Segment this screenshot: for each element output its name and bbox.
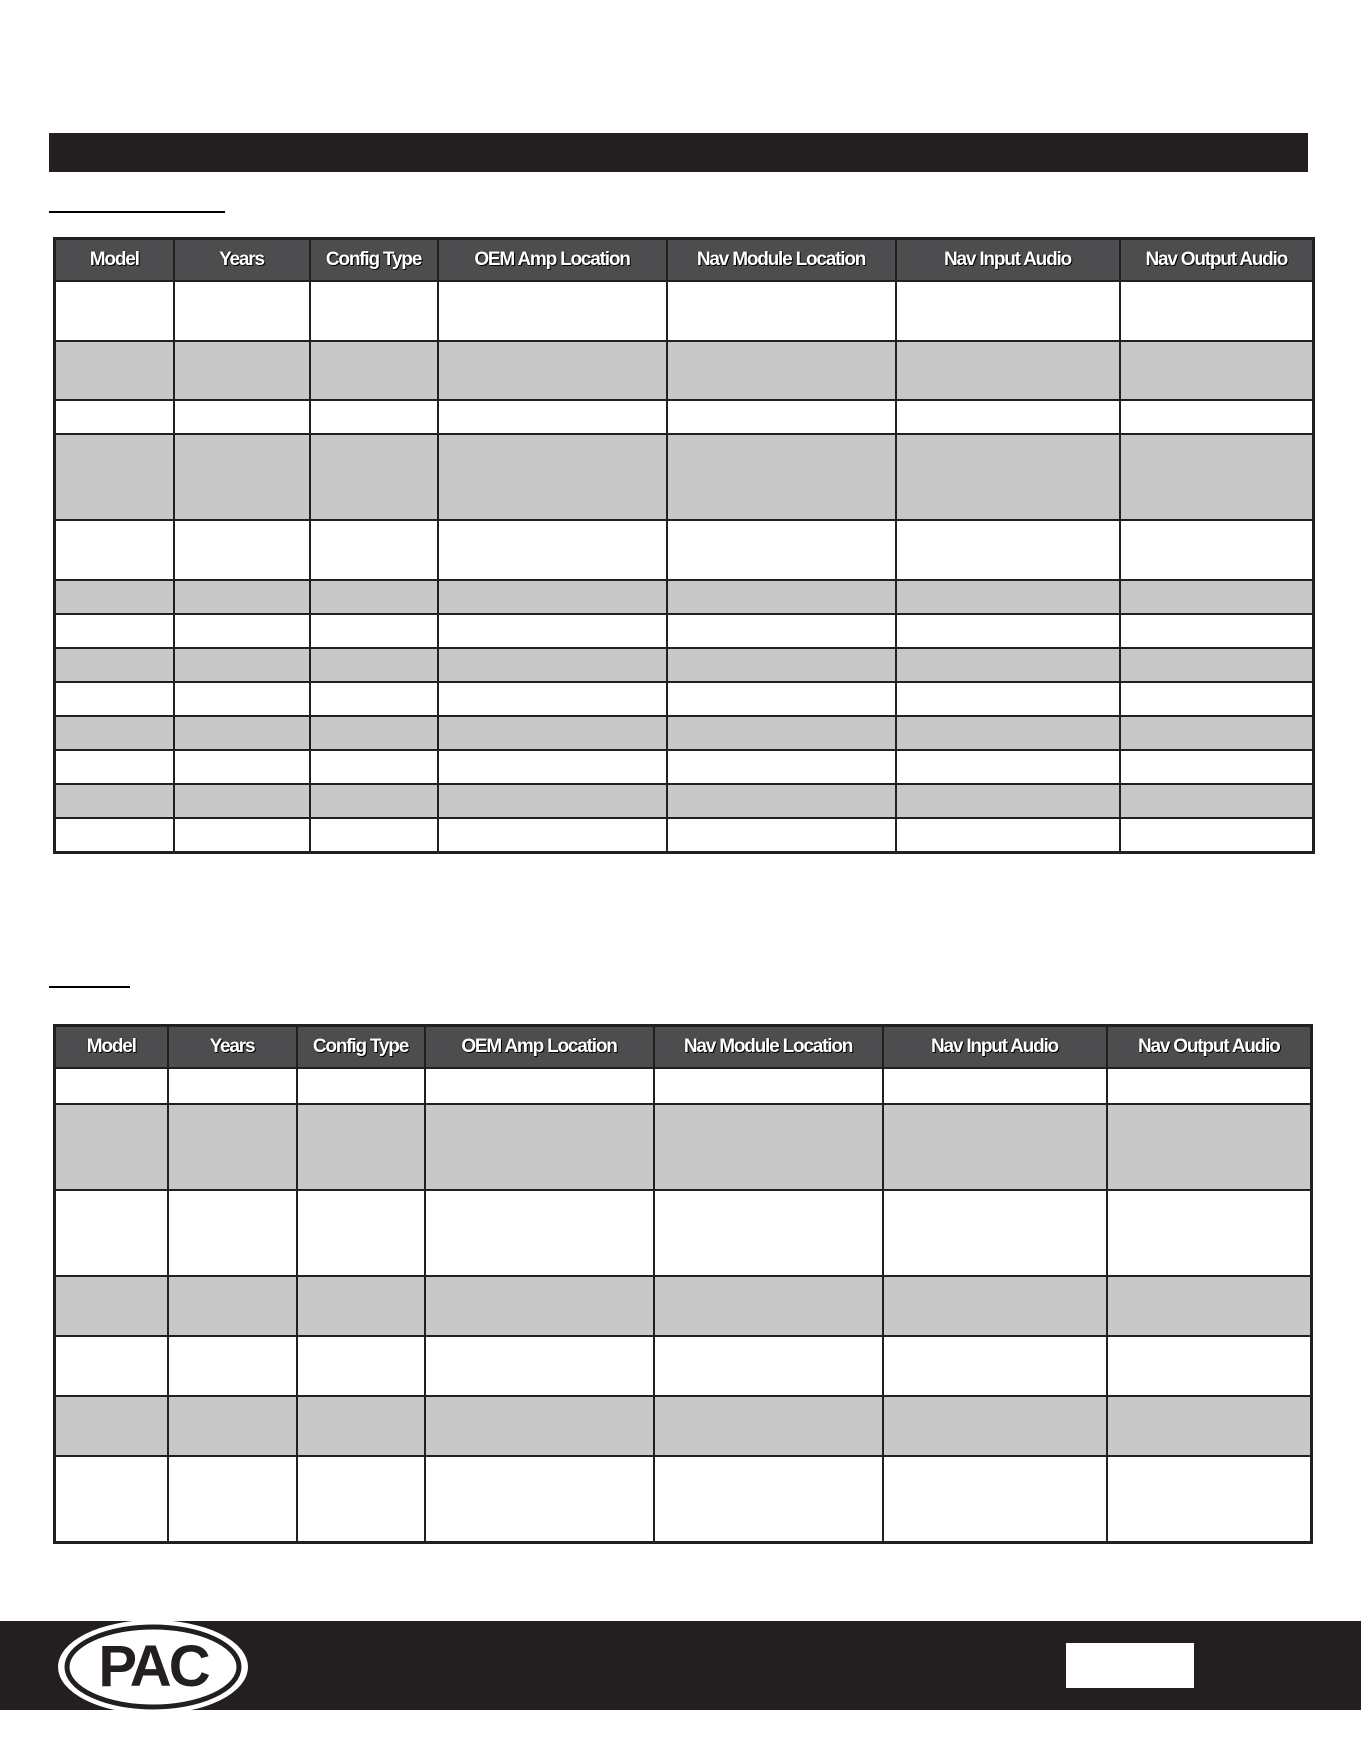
table-cell — [654, 1336, 883, 1396]
table-cell — [297, 1190, 425, 1276]
table-cell — [174, 520, 310, 580]
header-nav-input-audio: Nav Input Audio — [896, 239, 1120, 282]
table-cell — [1107, 1456, 1312, 1542]
section-1-underline — [49, 211, 225, 213]
table-row — [55, 400, 1314, 434]
table-cell — [55, 580, 174, 614]
page-number-box — [1066, 1643, 1194, 1688]
table-cell — [1120, 716, 1314, 750]
table-cell — [438, 580, 667, 614]
table-cell — [1120, 784, 1314, 818]
table-cell — [55, 716, 174, 750]
table-cell — [883, 1190, 1107, 1276]
table-cell — [896, 818, 1120, 852]
logo-text: PAC — [98, 1634, 208, 1699]
table-row — [55, 1068, 1312, 1104]
table-cell — [310, 434, 438, 520]
table-cell — [168, 1068, 297, 1104]
table-cell — [896, 614, 1120, 648]
table-row — [55, 784, 1314, 818]
table-cell — [667, 750, 896, 784]
table-cell — [425, 1456, 654, 1542]
table-cell — [55, 1456, 168, 1542]
table-cell — [883, 1068, 1107, 1104]
table-cell — [55, 648, 174, 682]
table-cell — [896, 580, 1120, 614]
table-cell — [438, 750, 667, 784]
table-cell — [174, 400, 310, 434]
table-cell — [1120, 281, 1314, 341]
table-cell — [438, 682, 667, 716]
table-cell — [55, 400, 174, 434]
table-row — [55, 1456, 1312, 1542]
header-model: Model — [55, 239, 174, 282]
table-cell — [55, 1336, 168, 1396]
table-row — [55, 614, 1314, 648]
table-cell — [55, 750, 174, 784]
table-cell — [883, 1276, 1107, 1336]
table-cell — [310, 648, 438, 682]
header-nav-output-audio: Nav Output Audio — [1107, 1026, 1312, 1069]
table-cell — [896, 281, 1120, 341]
table-cell — [168, 1396, 297, 1456]
table-cell — [438, 818, 667, 852]
table-cell — [654, 1396, 883, 1456]
table-cell — [896, 520, 1120, 580]
table-cell — [896, 716, 1120, 750]
table-cell — [55, 434, 174, 520]
table-cell — [667, 682, 896, 716]
table-cell — [297, 1396, 425, 1456]
table-cell — [883, 1456, 1107, 1542]
table-cell — [667, 580, 896, 614]
header-years: Years — [168, 1026, 297, 1069]
table-cell — [174, 716, 310, 750]
table-cell — [667, 434, 896, 520]
table-cell — [667, 648, 896, 682]
table-cell — [1107, 1190, 1312, 1276]
table-cell — [55, 1104, 168, 1190]
table-cell — [168, 1104, 297, 1190]
table-cell — [654, 1068, 883, 1104]
table-cell — [55, 1068, 168, 1104]
table-cell — [425, 1068, 654, 1104]
table-cell — [55, 1276, 168, 1336]
table-cell — [667, 716, 896, 750]
vehicle-table-1 — [53, 237, 1315, 854]
table-cell — [55, 281, 174, 341]
table-row — [55, 750, 1314, 784]
table-cell — [310, 614, 438, 648]
table-cell — [896, 648, 1120, 682]
header-nav-module-location: Nav Module Location — [667, 239, 896, 282]
table-cell — [174, 434, 310, 520]
table-cell — [883, 1104, 1107, 1190]
table-cell — [1120, 818, 1314, 852]
table-cell — [297, 1276, 425, 1336]
table-cell — [425, 1104, 654, 1190]
table-cell — [297, 1336, 425, 1396]
table-cell — [667, 400, 896, 434]
table-cell — [667, 341, 896, 400]
table-cell — [883, 1336, 1107, 1396]
header-nav-output-audio: Nav Output Audio — [1120, 239, 1314, 282]
table-cell — [55, 818, 174, 852]
table-cell — [1120, 580, 1314, 614]
section-2-underline — [49, 986, 130, 988]
table-cell — [896, 784, 1120, 818]
table-cell — [297, 1104, 425, 1190]
header-model: Model — [55, 1026, 168, 1069]
table-row — [55, 682, 1314, 716]
table-cell — [55, 1396, 168, 1456]
table-cell — [438, 281, 667, 341]
table-cell — [425, 1190, 654, 1276]
table-cell — [654, 1276, 883, 1336]
table-cell — [310, 341, 438, 400]
table-header-row — [55, 1026, 1312, 1069]
table-cell — [425, 1396, 654, 1456]
table-cell — [438, 648, 667, 682]
vehicle-table-2 — [53, 1024, 1313, 1544]
table-cell — [168, 1456, 297, 1542]
table-cell — [438, 520, 667, 580]
table-cell — [174, 281, 310, 341]
table-cell — [1107, 1396, 1312, 1456]
table-cell — [438, 784, 667, 818]
table-cell — [310, 520, 438, 580]
table-cell — [883, 1396, 1107, 1456]
table-cell — [1120, 520, 1314, 580]
table-cell — [896, 400, 1120, 434]
table-cell — [667, 614, 896, 648]
table-cell — [310, 716, 438, 750]
table-cell — [55, 520, 174, 580]
table-cell — [1120, 682, 1314, 716]
table-cell — [174, 648, 310, 682]
table-cell — [174, 682, 310, 716]
table-cell — [174, 614, 310, 648]
table-cell — [55, 614, 174, 648]
table-cell — [310, 580, 438, 614]
table-cell — [667, 818, 896, 852]
table-row — [55, 716, 1314, 750]
table-cell — [55, 1190, 168, 1276]
table-cell — [425, 1276, 654, 1336]
header-config-type: Config Type — [310, 239, 438, 282]
table-row — [55, 341, 1314, 400]
table-cell — [438, 400, 667, 434]
table-cell — [667, 784, 896, 818]
table-cell — [1107, 1276, 1312, 1336]
table-cell — [310, 281, 438, 341]
table-body — [55, 1068, 1312, 1542]
header-nav-module-location: Nav Module Location — [654, 1026, 883, 1069]
table-cell — [1120, 614, 1314, 648]
table-cell — [55, 682, 174, 716]
table-cell — [896, 341, 1120, 400]
table-cell — [896, 682, 1120, 716]
table-cell — [297, 1456, 425, 1542]
table-cell — [168, 1336, 297, 1396]
table-row — [55, 1276, 1312, 1336]
table-cell — [174, 750, 310, 784]
table-cell — [667, 520, 896, 580]
table-row — [55, 1336, 1312, 1396]
table-cell — [174, 341, 310, 400]
table-cell — [1120, 434, 1314, 520]
header-years: Years — [174, 239, 310, 282]
table-header-row — [55, 239, 1314, 282]
table-cell — [896, 750, 1120, 784]
table-cell — [297, 1068, 425, 1104]
header-oem-amp-location: OEM Amp Location — [438, 239, 667, 282]
table-cell — [310, 818, 438, 852]
table-cell — [174, 818, 310, 852]
table-cell — [55, 784, 174, 818]
header-oem-amp-location: OEM Amp Location — [425, 1026, 654, 1069]
table-cell — [1120, 750, 1314, 784]
table-cell — [1107, 1068, 1312, 1104]
table-cell — [438, 434, 667, 520]
table-cell — [425, 1336, 654, 1396]
table-row — [55, 580, 1314, 614]
table-row — [55, 434, 1314, 520]
table-row — [55, 648, 1314, 682]
table-cell — [1120, 400, 1314, 434]
table-row — [55, 520, 1314, 580]
table-cell — [1107, 1336, 1312, 1396]
table-cell — [168, 1190, 297, 1276]
table-cell — [438, 341, 667, 400]
table-cell — [1107, 1104, 1312, 1190]
table-body — [55, 281, 1314, 852]
table-row — [55, 818, 1314, 852]
table-cell — [310, 682, 438, 716]
table-cell — [168, 1276, 297, 1336]
top-header-bar — [49, 133, 1308, 172]
table-cell — [438, 614, 667, 648]
table-cell — [55, 341, 174, 400]
table-cell — [654, 1456, 883, 1542]
table-row — [55, 1190, 1312, 1276]
table-cell — [667, 281, 896, 341]
table-cell — [438, 716, 667, 750]
header-nav-input-audio: Nav Input Audio — [883, 1026, 1107, 1069]
table-cell — [1120, 648, 1314, 682]
table-cell — [310, 400, 438, 434]
table-row — [55, 281, 1314, 341]
table-cell — [896, 434, 1120, 520]
table-cell — [654, 1190, 883, 1276]
table-cell — [310, 784, 438, 818]
pac-logo — [55, 1617, 251, 1717]
table-cell — [310, 750, 438, 784]
table-cell — [174, 784, 310, 818]
table-cell — [1120, 341, 1314, 400]
table-row — [55, 1104, 1312, 1190]
table-cell — [174, 580, 310, 614]
table-row — [55, 1396, 1312, 1456]
table-cell — [654, 1104, 883, 1190]
header-config-type: Config Type — [297, 1026, 425, 1069]
